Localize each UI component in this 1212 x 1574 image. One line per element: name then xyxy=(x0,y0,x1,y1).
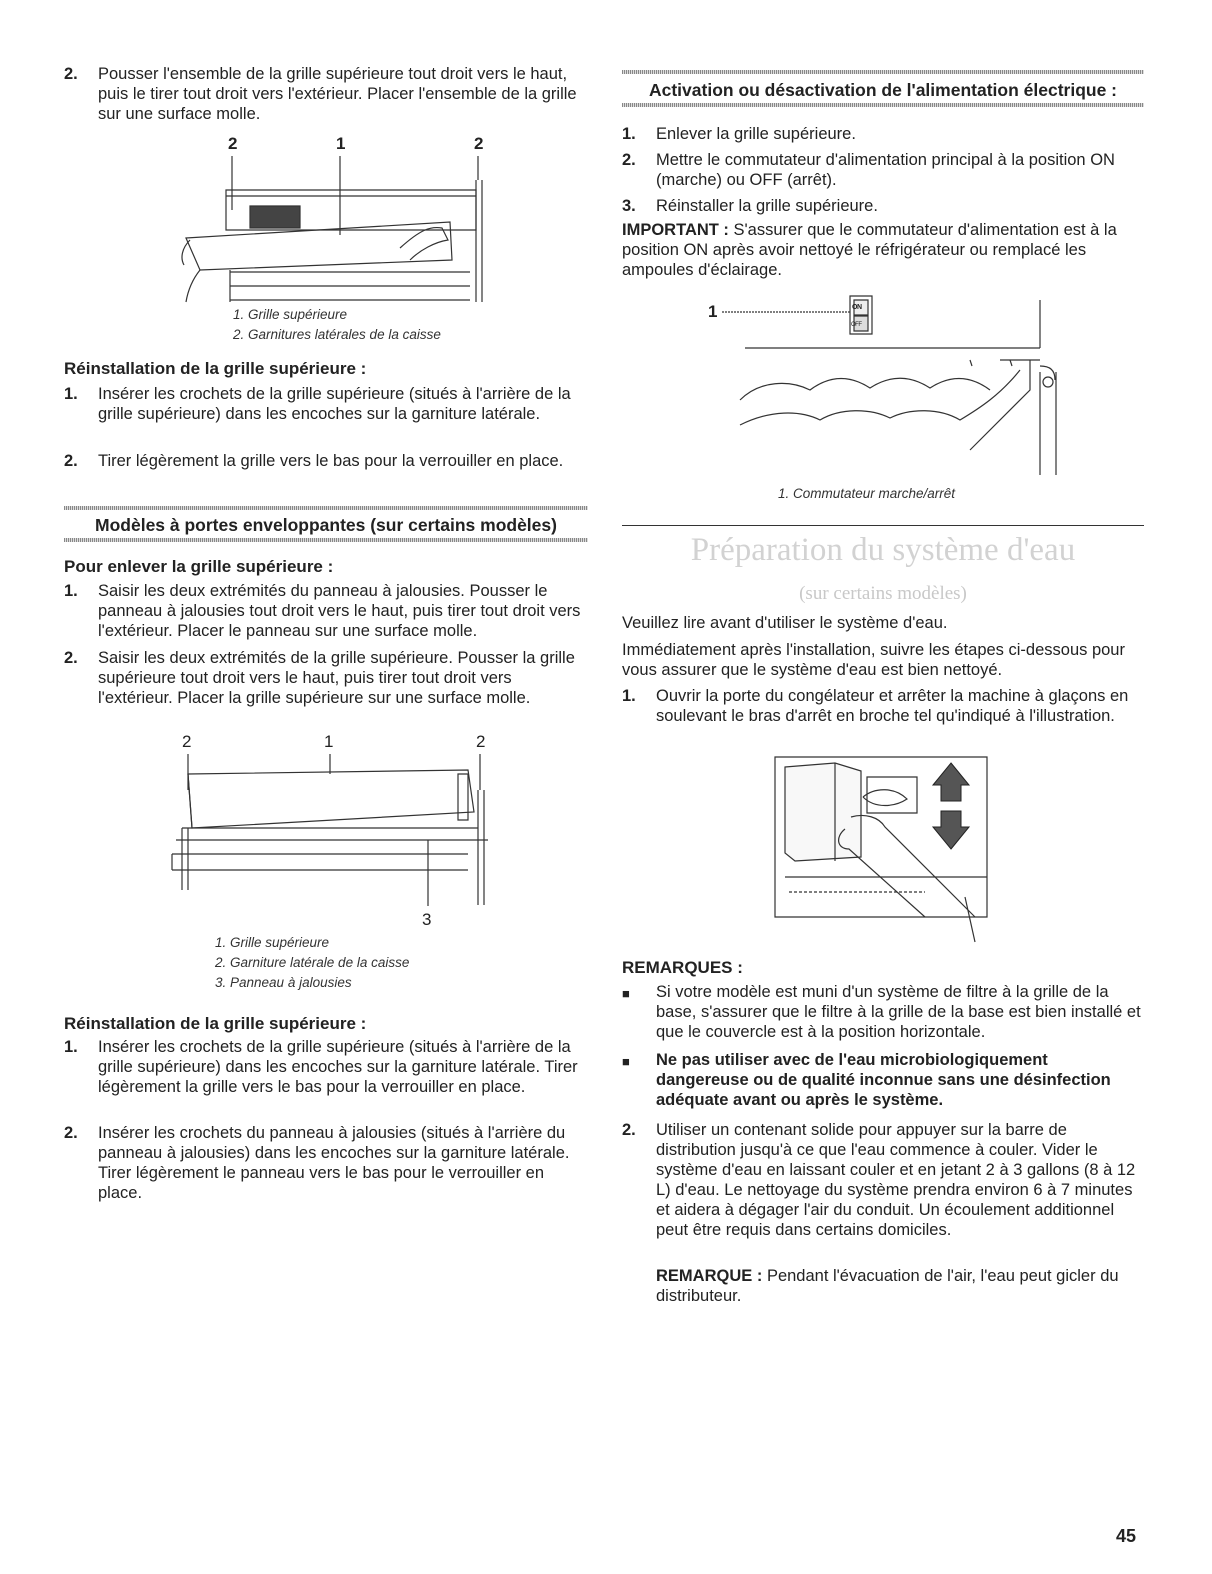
wrap-section-title: Modèles à portes enveloppantes (sur certains modèles) xyxy=(95,515,557,535)
step-number: 3. xyxy=(622,197,636,215)
callout-3: 3 xyxy=(422,910,432,929)
callout-1: 1 xyxy=(336,134,346,153)
step-text: Saisir les deux extrémités de la grille supérieure. Pousser la grille supérieure tout droit vers le haut, puis tirer tout droit vers l'extérieur. Placer la grille supérieure sur une surface molle. xyxy=(98,649,575,707)
wrap-step-1 xyxy=(64,581,588,641)
step-text: Saisir les deux extrémités du panneau à jalousies. Pousser le panneau à jalousies tout droit vers le haut, puis tirer tout droit vers l'extérieur. Placer le panneau sur une surface molle. xyxy=(98,582,581,640)
step-number: 1. xyxy=(64,1038,78,1056)
fig3-caption: 1. Commutateur marche/arrêt xyxy=(778,486,956,501)
section-divider xyxy=(622,103,1144,107)
step-number: 1. xyxy=(64,385,78,403)
switch-on-label: ON xyxy=(852,304,862,311)
section-divider xyxy=(64,506,588,510)
callout-2-left: 2 xyxy=(182,732,192,751)
power-step-2 xyxy=(622,150,1144,190)
step-text: Utiliser un contenant solide pour appuyer sur la barre de distribution jusqu'à ce que l'eau commence à couler. Vider le système d'eau en laissant couler et en jetant 2 à 3 gallons (8 à 12 L) d'eau. Le nettoyage du système prendra environ 6 à 7 minutes et aidera à dégager l'air du conduit. Un écoulement additionnel peut être requis dans certains domiciles. xyxy=(656,1121,1136,1239)
step-number: 2. xyxy=(64,649,78,667)
callout-2-right: 2 xyxy=(476,732,486,751)
callout-2-right: 2 xyxy=(474,134,484,153)
bullet-text: Si votre modèle est muni d'un système de filtre à la grille de la base, s'assurer que le filtre à la grille de la base est bien installé et que le couvercle est à la position horizontale. xyxy=(656,983,1141,1041)
remarque-note xyxy=(656,1266,1144,1306)
important-text: S'assurer que le commutateur d'alimentation est à la position ON après avoir nettoyé le réfrigérateur ou remplacé les ampoules d'éclairage. xyxy=(622,221,1117,279)
step-text: Pousser l'ensemble de la grille supérieure tout droit vers le haut, puis le tirer tout droit vers l'extérieur. Placer l'ensemble de la grille sur une surface molle. xyxy=(98,65,577,123)
power-step-1 xyxy=(622,124,1144,144)
bullet-text: Ne pas utiliser avec de l'eau microbiologiquement dangereuse ou de qualité inconnue sans une désinfection adéquate avant ou après le système. xyxy=(656,1051,1111,1109)
figure-grille-removal xyxy=(170,130,510,305)
step-text: Insérer les crochets de la grille supérieure (situés à l'arrière de la grille supérieure) dans les encoches sur la garniture latérale. xyxy=(98,385,571,423)
ice-maker-illustration xyxy=(775,757,1005,942)
caption-line: 1. Grille supérieure xyxy=(215,935,330,950)
fig1-captions xyxy=(233,305,533,345)
important-note xyxy=(622,220,1144,280)
remarques-heading: REMARQUES : xyxy=(622,958,743,977)
step-number: 1. xyxy=(622,687,636,705)
step-number: 2. xyxy=(622,151,636,169)
step-text: Mettre le commutateur d'alimentation principal à la position ON (marche) ou OFF (arrêt). xyxy=(656,151,1115,189)
power-switch-illustration xyxy=(700,290,1070,485)
switch-off-label: OFF xyxy=(851,322,862,328)
remove-heading: Pour enlever la grille supérieure : xyxy=(64,557,334,576)
horizontal-rule xyxy=(622,525,1144,526)
bullet-square-icon: ■ xyxy=(622,986,630,1001)
caption-line: 1. Grille supérieure xyxy=(233,307,348,322)
step-number: 1. xyxy=(622,125,636,143)
step-text: Tirer légèrement la grille vers le bas pour la verrouiller en place. xyxy=(98,452,564,470)
bullet-square-icon: ■ xyxy=(622,1054,630,1069)
reinstall1-step-2 xyxy=(64,451,588,491)
figure-ice-maker xyxy=(775,757,1005,942)
step-number: 2. xyxy=(64,1124,78,1142)
step-number: 1. xyxy=(64,582,78,600)
step-number: 2. xyxy=(64,65,78,83)
callout-1: 1 xyxy=(324,732,334,751)
page-number: 45 xyxy=(1116,1526,1137,1546)
power-step-3 xyxy=(622,196,1144,216)
water-step-1 xyxy=(622,686,1144,746)
figure-wrap-grille xyxy=(168,730,498,930)
remarque-text: Pendant l'évacuation de l'air, l'eau peut gicler du distributeur. xyxy=(656,1267,1119,1305)
fig2-captions xyxy=(215,933,515,993)
caption-line: 2. Garniture latérale de la caisse xyxy=(215,955,410,970)
section-divider xyxy=(622,70,1144,74)
figure-power-switch xyxy=(700,290,1070,485)
water-step-2 xyxy=(622,1120,1144,1260)
important-label: IMPORTANT : xyxy=(622,221,729,239)
reinstall2-step-2 xyxy=(64,1123,588,1203)
step-text: Ouvrir la porte du congélateur et arrêter la machine à glaçons en soulevant le bras d'arrêt en broche tel qu'indiqué à l'illustration. xyxy=(656,687,1129,725)
reinstall1-step-1 xyxy=(64,384,588,444)
water-section-title: Préparation du système d'eau xyxy=(690,532,1076,568)
remarques-bullet-2 xyxy=(622,1050,1144,1110)
step-text: Réinstaller la grille supérieure. xyxy=(656,197,878,215)
step-text: Insérer les crochets du panneau à jalousies (situés à l'arrière du panneau à jalousies) dans les encoches sur la garniture latérale. Tirer légèrement le panneau vers le bas pour le verrouiller en place. xyxy=(98,1124,570,1202)
reinstall2-step-1 xyxy=(64,1037,588,1117)
callout-1: 1 xyxy=(708,302,718,321)
left-step-2 xyxy=(64,64,588,124)
grille-removal-illustration xyxy=(170,130,510,305)
wrap-grille-illustration xyxy=(168,730,498,930)
water-para-1: Veuillez lire avant d'utiliser le système d'eau. xyxy=(622,614,948,632)
power-section-title: Activation ou désactivation de l'alimentation électrique : xyxy=(648,80,1117,100)
caption-line: 3. Panneau à jalousies xyxy=(215,975,352,990)
callout-2-left: 2 xyxy=(228,134,238,153)
step-number: 2. xyxy=(622,1121,636,1139)
remarques-bullet-1 xyxy=(622,982,1144,1042)
remarque-label: REMARQUE : xyxy=(656,1267,763,1285)
water-section-subtitle: (sur certains modèles) xyxy=(799,583,967,604)
water-para-2: Immédiatement après l'installation, suivre les étapes ci-dessous pour vous assurer que le système d'eau est bien nettoyé. xyxy=(622,641,1125,679)
reinstall-heading-2: Réinstallation de la grille supérieure : xyxy=(64,1014,367,1033)
step-text: Insérer les crochets de la grille supérieure (situés à l'arrière de la grille supérieure) dans les encoches sur la garniture latérale. Tirer légèrement la grille vers le bas pour la verrouiller en place. xyxy=(98,1038,578,1096)
step-text: Enlever la grille supérieure. xyxy=(656,125,856,143)
reinstall-heading-1: Réinstallation de la grille supérieure : xyxy=(64,359,367,378)
step-number: 2. xyxy=(64,452,78,470)
caption-line: 2. Garnitures latérales de la caisse xyxy=(233,327,441,342)
wrap-step-2 xyxy=(64,648,588,728)
section-divider xyxy=(64,538,588,542)
